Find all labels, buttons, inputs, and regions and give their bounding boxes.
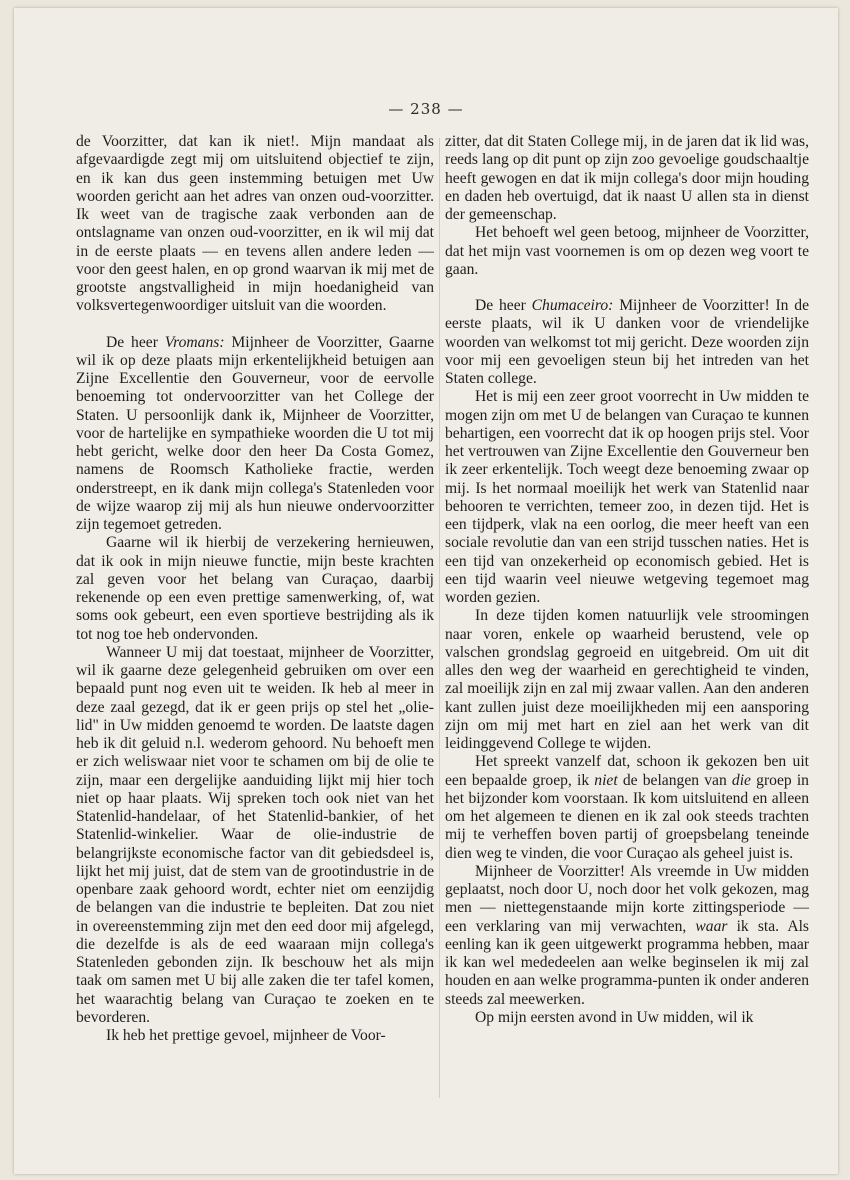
column-divider <box>439 138 440 1098</box>
right-column <box>445 133 809 1027</box>
right-paragraph-8: Op mijn eersten avond in Uw midden, wil ik <box>475 1008 754 1026</box>
speech-text: Mijnheer de Voorzitter! In de eerste plaats, wil ik U danken voor de vriendelijke woorden van welkomst tot mij gericht. Deze woorden zijn voor mij een gevoeligen steun bij het intreden van het Staten college. <box>445 297 810 387</box>
emphasis-niet: niet <box>594 771 618 789</box>
text-segment: Het spreekt vanzelf dat, schoon ik gekozen ben uit een bepaalde groep, ik <box>445 753 809 789</box>
page-number: — 238 — <box>388 100 464 118</box>
right-paragraph-5: In deze tijden komen natuurlijk vele stroomingen naar voren, enkele op waarheid berustend, vele op valschen grondslag gegroeid en uitgebreid. Om uit dit alles den weg der waarheid en gerechtigheid te vinden, zal moeilijk zijn en zal mij zwaar vallen. Aan den anderen kant zullen juist deze moeilijkheden mij een aansporing zijn om mij met hart en ziel aan het werk van dit leidinggevend College te wijden. <box>445 607 809 752</box>
text-segment: de belangen van <box>617 771 732 789</box>
left-paragraph-5: Ik heb het prettige gevoel, mijnheer de Voor- <box>106 1027 386 1044</box>
text-segment: ik sta. Als eenling kan ik geen uitgewerkt programma hebben, maar ik kan wel mededeelen aan welke beginselen ik mij zal houden en aan welke programma-punten ik onder anderen steeds zal meewerken. <box>445 917 809 1008</box>
right-paragraph-6 <box>445 753 809 863</box>
speech-text: Mijnheer de Voorzitter, Gaarne wil ik op deze plaats mijn erkentelijkheid betuigen aan Zijne Excellentie den Gouverneur, voor de eervolle benoeming tot ondervoorzitter van het College der Staten. U persoonlijk dank ik, Mijnheer de Voorzitter, voor de hartelijke en sympathieke woorden die U tot mij hebt gericht, welke door den heer Da Costa Gomez, namens de Roomsch Katholieke fractie, werden onderstreept, en ik dank mijn collega's Statenleden voor de wijze waarop zij mij als hun nieuwe ondervoorzitter zijn tegemoet getreden. <box>76 333 434 533</box>
right-paragraph-4: Het is mij een zeer groot voorrecht in Uw midden te mogen zijn om met U de belangen van Curaçao te kunnen behartigen, een voorrecht dat ik op hoogen prijs stel. Voor het vertrouwen van Zijne Excellentie den Gouverneur ben ik zeer erkentelijk. Toch weegt deze benoeming zwaar op mij. Is het normaal moeilijk het werk van Statenlid naar behooren te verrichten, temeer zoo, in dezen tijd. Het is een tijdperk, vlak na een oorlog, die meer heeft van een sociale revolutie dan van een strijd tusschen naties. Het is een tijd van onzekerheid op economisch gebied. Het is een tijd waarin veel nieuwe wetgeving tegemoet mag worden gezien. <box>445 388 809 606</box>
left-paragraph-2 <box>76 334 434 535</box>
left-paragraph-3: Gaarne wil ik hierbij de verzekering hernieuwen, dat ik ook in mijn nieuwe functie, mijn beste krachten zal geven voor het belang van Curaçao, daarbij rekenende op een even prettige samenwerking, of, wat soms ook gebeurt, een even sportieve bestrijding als ik tot nog toe heb ondervonden. <box>76 534 434 643</box>
emphasis-die: die <box>731 771 751 789</box>
left-paragraph-4: Wanneer U mij dat toestaat, mijnheer de Voorzitter, wil ik gaarne deze gelegenheid gebruiken om over een bepaald punt nog even uit te weiden. Ik heb al meer in deze zaal gezegd, dat ik er geen prijs op stel het „olie-lid" in Uw midden genoemd te worden. De laatste dagen heb ik dit geluid n.l. wederom gehoord. Nu behoeft men er zich weliswaar niet voor te schamen om bij de olie te zijn, maar een dergelijke aanduiding lijkt mij hier toch niet op haar plaats. Wij spreken toch ook niet van het Statenlid-handelaar, of het Statenlid-bankier, of het Statenlid-winkelier. Waar de olie-industrie de belangrijkste economische factor van dit gebiedsdeel is, lijkt het mij juist, dat de stem van de grootindustrie in de openbare zaak gehoord wordt, echter niet om eenzijdig de belangen van die industrie te bepleiten. Dat zou niet in overeenstemming zijn met den eed door mij afgelegd, die dezelfde is als de eed waaraan mijn collega's Statenleden gebonden zijn. Ik beschouw het als mijn taak om samen met U bij alle zaken die ter tafel komen, het waarachtig belang van Curaçao te zoeken en te bevorderen. <box>76 643 434 1026</box>
left-column <box>76 133 434 1045</box>
emphasis-waar: waar <box>695 917 728 935</box>
right-paragraph-3 <box>445 297 809 388</box>
left-paragraph-1: de Voorzitter, dat kan ik niet!. Mijn mandaat als afgevaardigde zegt mij om uitsluitend objectief te zijn, en ik kan dus geen instemming betuigen met Uw woorden gericht aan het adres van onzen oud-voorzitter. Ik weet van de tragische zaak verbonden aan de ontslagname van onzen oud-voorzitter, en ik wil mij dat in de eerste plaats — en tevens allen andere leden — voor den geest halen, en op grond waarvan ik mij met de grootste angstvalligheid in mijn hoedanigheid van volksvertegenwoordiger uitsluit van die woorden. <box>76 133 434 315</box>
right-paragraph-7 <box>445 863 809 1009</box>
right-paragraph-2: Het behoeft wel geen betoog, mijnheer de Voorzitter, dat het mijn vast voornemen is om op dezen weg voort te gaan. <box>445 224 809 278</box>
speaker-intro: De heer <box>475 297 532 314</box>
text-segment: Mijnheer de Voorzitter! Als vreemde in Uw midden geplaatst, noch door U, noch door het volk gekozen, mag men — niettegenstaande mijn korte zittingsperiode — een verklaring van mij verwachten, <box>445 862 809 935</box>
speaker-name-vromans: Vromans: <box>164 333 225 351</box>
text-segment: groep in het bijzonder kom voorstaan. Ik kom uitsluitend en alleen om het algemeen te dienen en ik zal ook steeds trachten mij te verheffen boven partij of groepsbelang teneinde dien weg te vinden, die voor Curaçao als geheel juist is. <box>445 771 809 862</box>
right-paragraph-1: zitter, dat dit Staten College mij, in de jaren dat ik lid was, reeds lang op dit punt op zijn zoo gevoelige goudschaaltje heeft gewogen en dat ik mijn collega's door mijn houding en daden heb overtuigd, dat ik naast U allen sta in dienst der gemeenschap. <box>445 133 809 223</box>
speaker-intro: De heer <box>106 333 165 351</box>
speaker-name-chumaceiro: Chumaceiro: <box>531 297 614 314</box>
document-page <box>14 8 838 1174</box>
